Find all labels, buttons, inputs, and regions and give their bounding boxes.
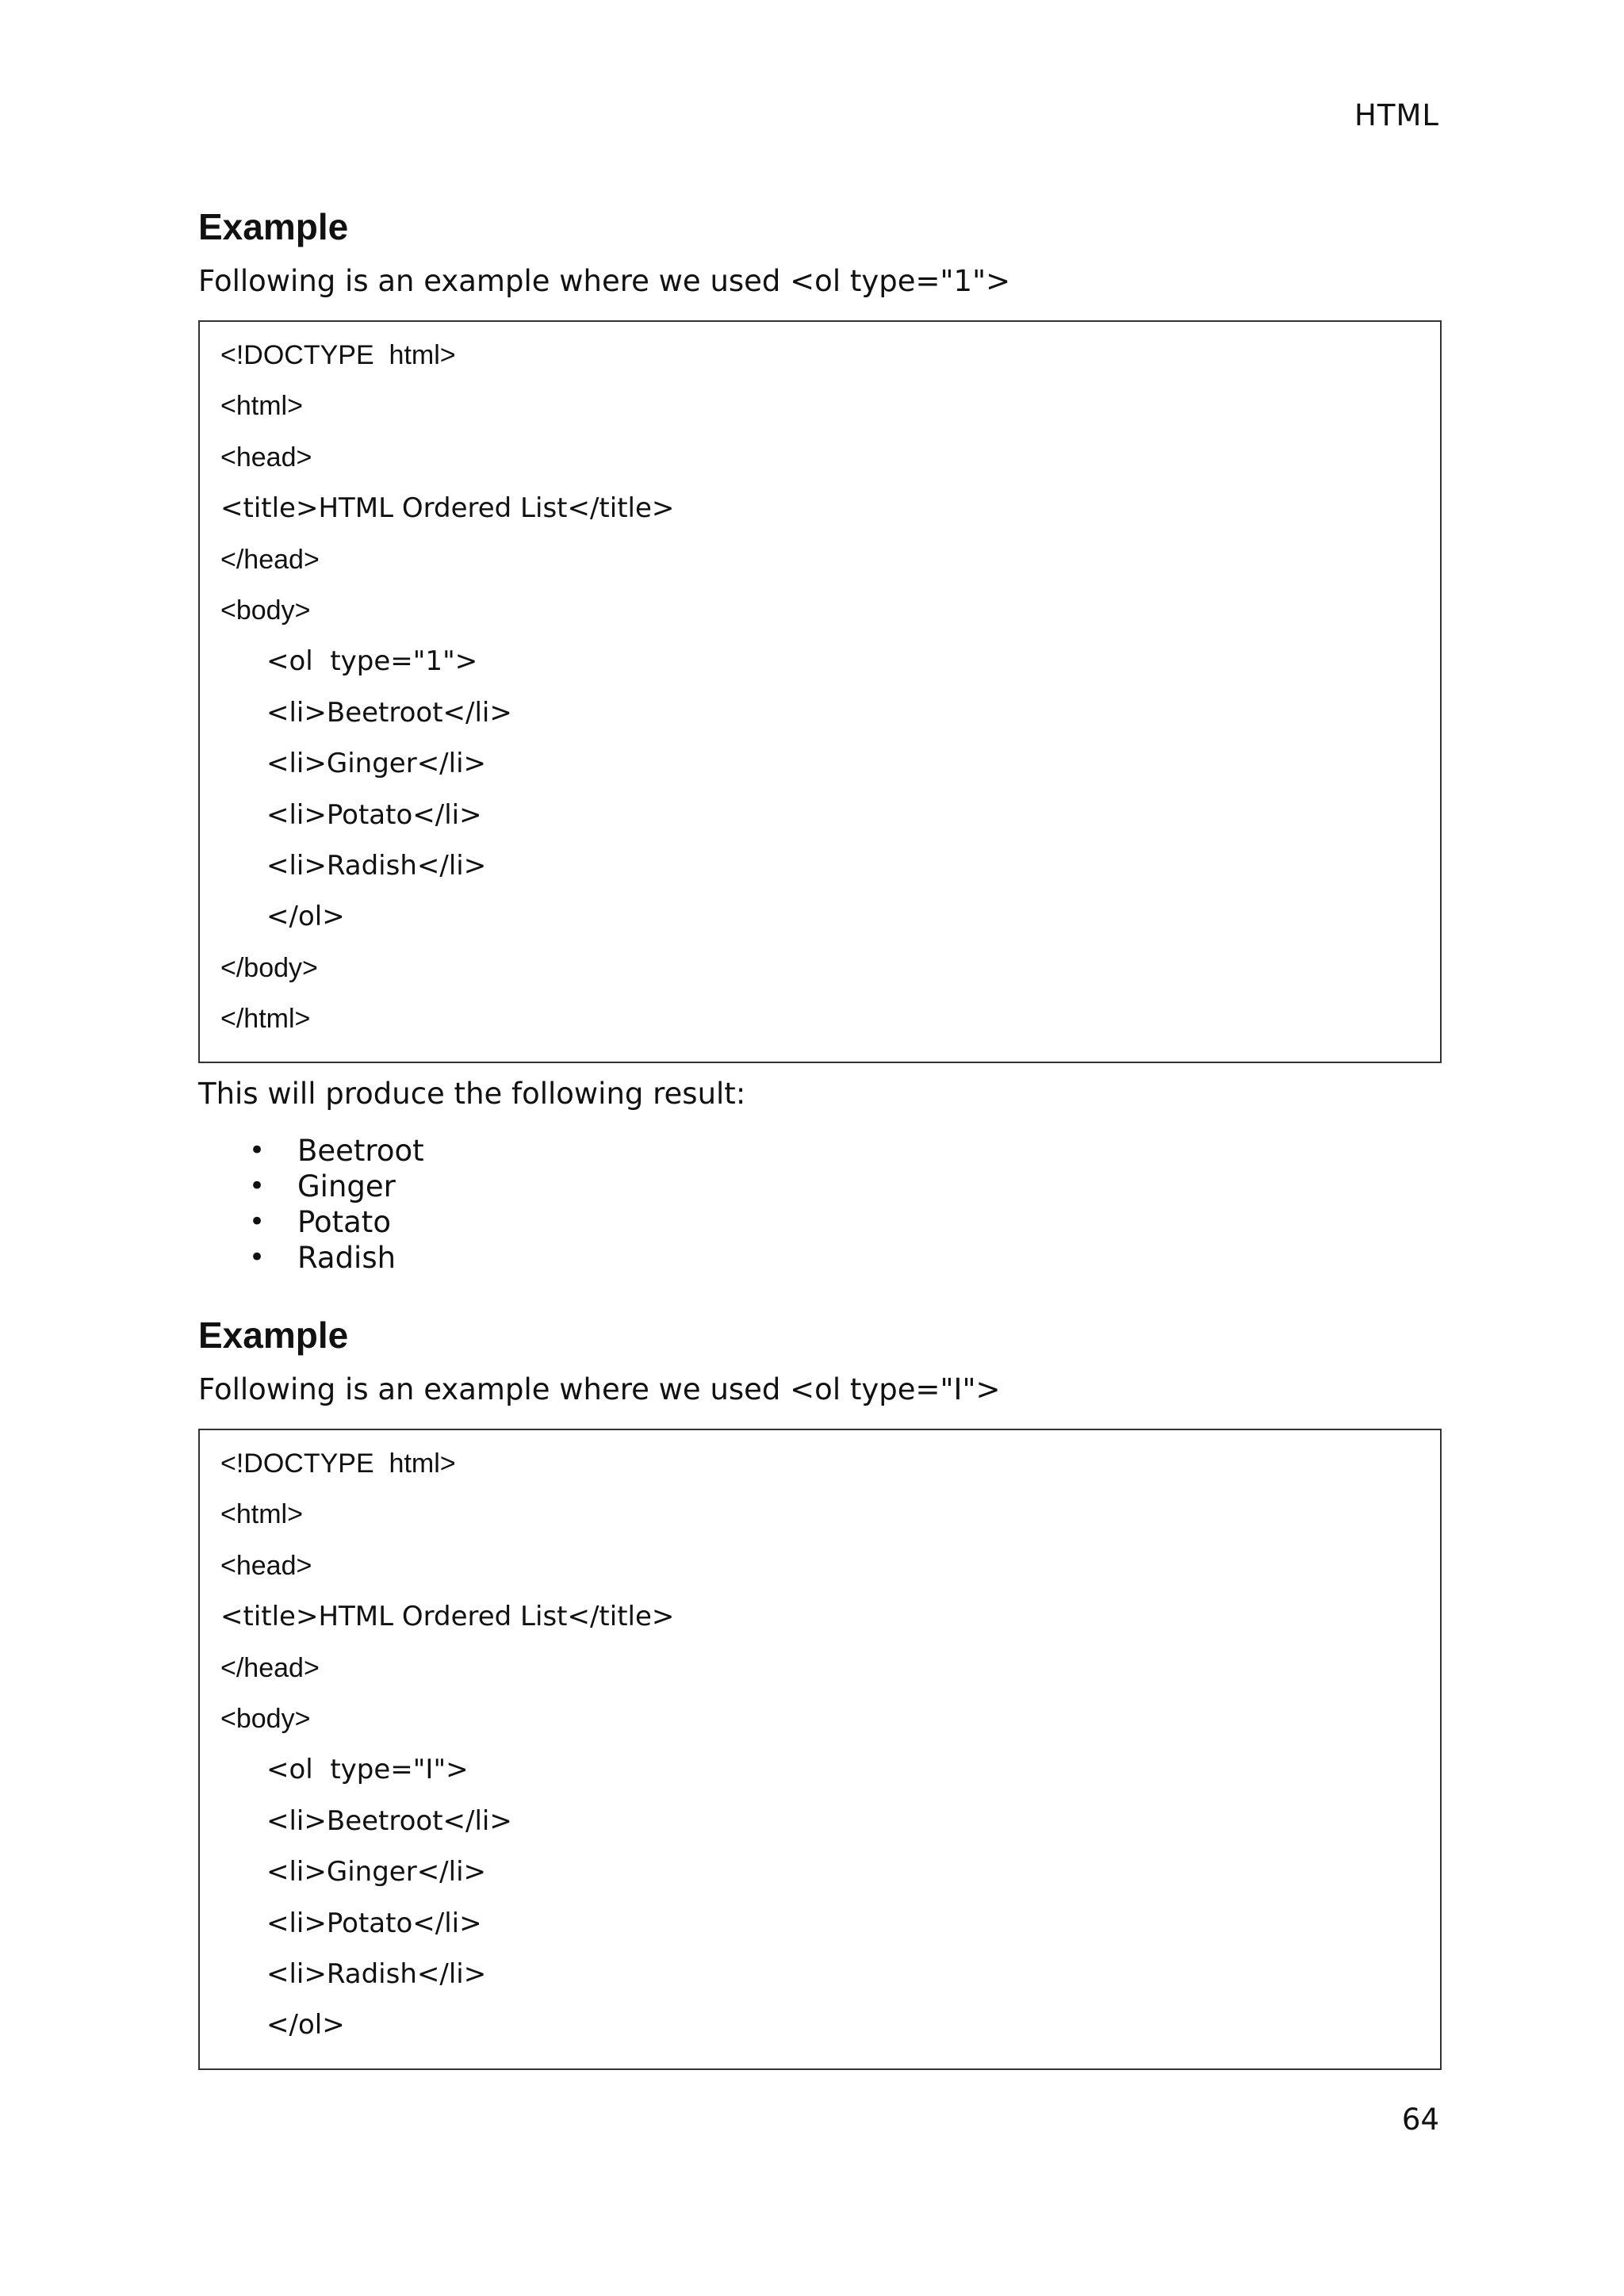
code-line: <li>Potato</li> (266, 1907, 482, 1939)
code-line: <li>Potato</li> (266, 798, 482, 831)
running-header-title: HTML (1354, 98, 1439, 132)
code-block (198, 320, 1442, 1063)
bullet-icon: • (249, 1135, 266, 1167)
example-section-ol-type-i (198, 1313, 1440, 2070)
code-line: <li>Radish</li> (266, 1957, 487, 1990)
code-line: </html> (220, 1004, 311, 1035)
code-line: <li>Beetroot</li> (266, 696, 512, 729)
code-line: <li>Radish</li> (266, 849, 487, 882)
code-line: <li>Ginger</li> (266, 1856, 487, 1888)
code-line: </head> (220, 1652, 320, 1683)
bullet-icon: • (249, 1170, 266, 1203)
code-line: <ol type="I"> (266, 1754, 469, 1786)
result-list (198, 1133, 1440, 1276)
list-item-label: Ginger (297, 1169, 396, 1204)
result-caption: This will produce the following result: (198, 1077, 746, 1112)
page-number: 64 (1401, 2103, 1439, 2137)
example-section-ol-type-1 (198, 205, 1440, 1276)
code-line: </head> (220, 544, 320, 575)
code-line: <!DOCTYPE html> (220, 1448, 456, 1479)
code-line: <head> (220, 1550, 312, 1581)
code-line: <li>Ginger</li> (266, 748, 487, 780)
code-line: <html> (220, 391, 303, 422)
list-item-label: Beetroot (297, 1134, 424, 1169)
code-line: <body> (220, 1703, 311, 1734)
list-item-label: Potato (297, 1205, 391, 1240)
code-line: </ol> (266, 901, 345, 933)
bullet-icon: • (249, 1242, 266, 1274)
code-line: <html> (220, 1499, 303, 1530)
list-item-label: Radish (297, 1241, 396, 1276)
list-item (198, 1169, 1440, 1204)
section-heading: Example (198, 1314, 349, 1356)
code-line: <li>Beetroot</li> (266, 1804, 512, 1837)
code-line: <ol type="1"> (266, 645, 478, 678)
list-item (198, 1240, 1440, 1276)
code-line: <title>HTML Ordered List</title> (220, 492, 675, 525)
section-intro: Following is an example where we used <ol type="1"> (198, 264, 1011, 298)
code-line: <head> (220, 442, 312, 473)
list-item (198, 1204, 1440, 1240)
code-line: <!DOCTYPE html> (220, 340, 456, 370)
code-line: </body> (220, 952, 318, 983)
code-line: <title>HTML Ordered List</title> (220, 1601, 675, 1633)
bullet-icon: • (249, 1206, 266, 1238)
code-line: <body> (220, 595, 311, 626)
code-block (198, 1429, 1442, 2070)
section-heading: Example (198, 206, 349, 247)
code-line: </ol> (266, 2009, 345, 2042)
section-intro: Following is an example where we used <ol type="I"> (198, 1372, 1001, 1406)
list-item (198, 1133, 1440, 1169)
